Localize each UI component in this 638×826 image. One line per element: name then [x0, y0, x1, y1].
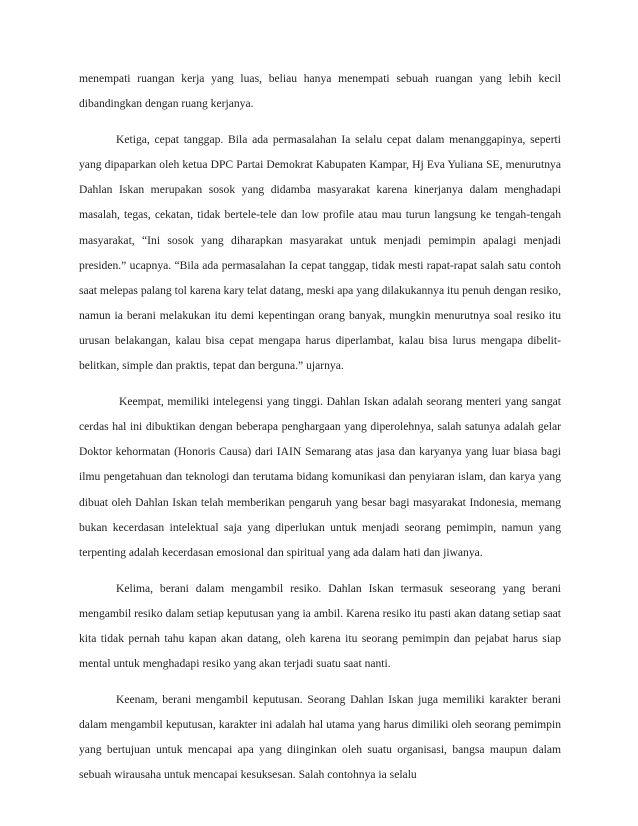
paragraph-keempat-intelegensi: Keempat, memiliki intelegensi yang tinggi. Dahlan Iskan adalah seorang menteri yang sangat cerdas hal ini dibuktikan dengan beberapa penghargaan yang diperolehnya, salah satunya adalah gelar Doktor kehormatan (Honoris Causa) dari IAIN Semarang atas jasa dan karyanya yang luar biasa bagi ilmu pengetahuan dan teknologi dan terutama bidang komunikasi dan penyiaran islam, dan karya yang dibuat oleh Dahlan Iskan telah memberikan pengaruh yang besar bagi masyarakat Indonesia, memang bukan kecerdasan intelektual saja yang diperlukan untuk menjadi seorang pemimpin, namun yang terpenting adalah kecerdasan emosional dan spiritual yang ada dalam hati dan jiwanya.	[79, 395, 561, 559]
paragraph-ketiga-cepat-tanggap: Ketiga, cepat tanggap. Bila ada permasalahan Ia selalu cepat dalam menanggapinya, seperti yang dipaparkan oleh ketua DPC Partai Demokrat Kabupaten Kampar, Hj Eva Yuliana SE, menurutnya Dahlan Iskan merupakan sosok yang didamba masyarakat karena kinerjanya dalam menghadapi masalah, tegas, cekatan, tidak bertele-tele dan low profile atau mau turun langsung ke tengah-tengah masyarakat, “Ini sosok yang diharapkan masyarakat untuk menjadi pemimpin apalagi menjadi presiden.” ucapnya. “Bila ada permasalahan Ia cepat tanggap, tidak mesti rapat-rapat salah satu contoh saat melepas palang tol karena kary telat datang, meski apa yang dilakukannya itu penuh dengan resiko, namun ia berani melakukan itu demi kepentingan orang banyak, mungkin menurutnya soal resiko itu urusan belakangan, kalau bisa cepat mengapa harus diperlambat, kalau bisa lurus mengapa dibelit-belitkan, simple dan praktis, tepat dan berguna.” ujarnya.	[79, 133, 561, 373]
paragraph-kelima-berani-resiko: Kelima, berani dalam mengambil resiko. Dahlan Iskan termasuk seseorang yang berani mengambil resiko dalam setiap keputusan yang ia ambil. Karena resiko itu pasti akan datang setiap saat kita tidak pernah tahu kapan akan datang, oleh karena itu seorang pemimpin dan pejabat harus siap mental untuk menghadapi resiko yang akan terjadi suatu saat nanti.	[79, 581, 561, 671]
document-page	[79, 66, 561, 799]
paragraph-continuation: menempati ruangan kerja yang luas, beliau hanya menempati sebuah ruangan yang lebih kecil dibandingkan dengan ruang kerjanya.	[79, 72, 561, 111]
paragraph-keenam-berani-keputusan: Keenam, berani mengambil keputusan. Seorang Dahlan Iskan juga memiliki karakter berani dalam mengambil keputusan, karakter ini adalah hal utama yang harus dimiliki oleh seorang pemimpin yang bertujuan untuk mencapai apa yang diinginkan oleh suatu organisasi, bangsa maupun dalam sebuah wirausaha untuk mencapai kesuksesan. Salah contohnya ia selalu	[79, 693, 561, 782]
